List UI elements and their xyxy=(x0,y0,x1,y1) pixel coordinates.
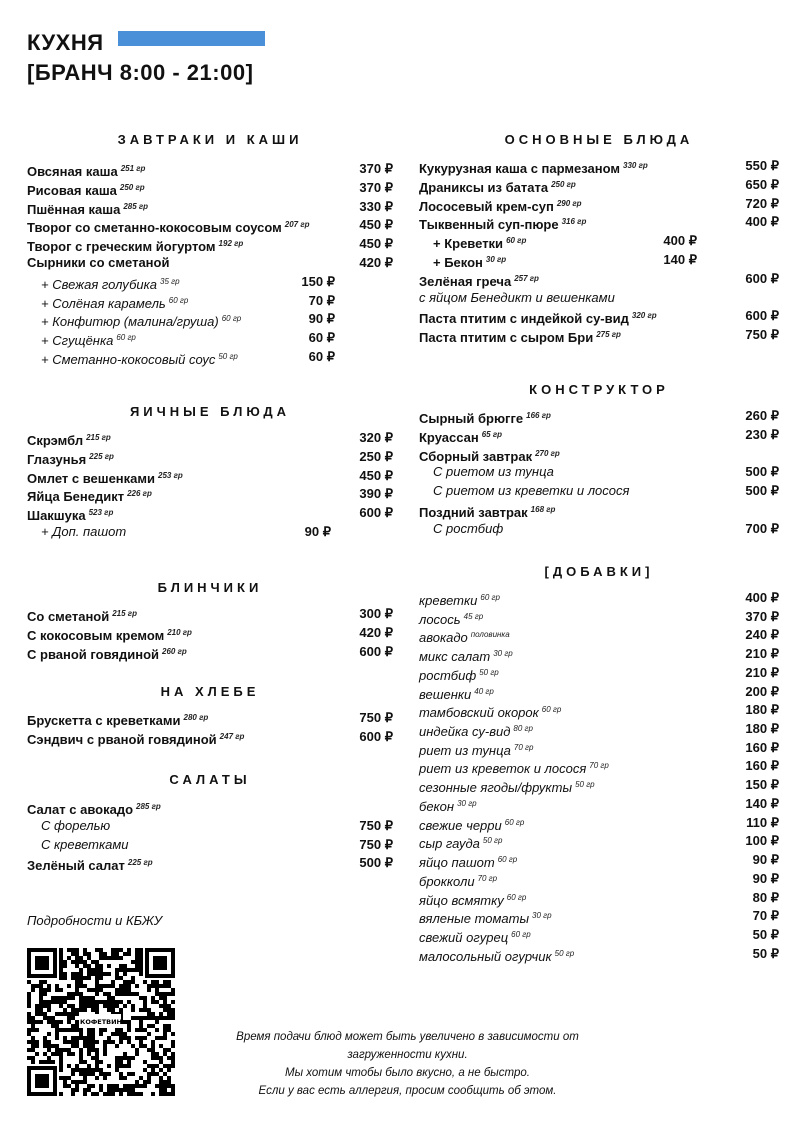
item-price: 60 ₽ xyxy=(308,330,335,346)
menu-item xyxy=(419,664,779,682)
item-price: 150 ₽ xyxy=(745,777,779,793)
menu-item xyxy=(27,198,393,216)
section-title-eggs: ЯИЧНЫЕ БЛЮДА xyxy=(129,404,291,419)
item-price: 100 ₽ xyxy=(745,833,779,849)
item-weight: 207 гр xyxy=(284,220,310,230)
item-name-text: С кокосовым кремом xyxy=(27,627,165,643)
item-price: 750 ₽ xyxy=(745,327,779,343)
item-weight: 60 гр xyxy=(480,593,500,602)
menu-item xyxy=(419,626,779,644)
qr-finder-tl xyxy=(27,948,57,978)
item-name-text: риет из тунца xyxy=(419,742,511,758)
item-weight: 50 гр xyxy=(482,836,503,846)
item-weight: 60 гр xyxy=(506,236,527,246)
menu-item xyxy=(41,273,393,291)
item-price: 450 ₽ xyxy=(359,217,393,233)
item-weight: 60 гр xyxy=(504,817,525,827)
section-title-pancakes: БЛИНЧИКИ xyxy=(157,580,263,595)
item-name-text: Поздний завтрак xyxy=(419,505,528,520)
item-name-text: + Солёная карамель xyxy=(41,295,166,311)
item-price: 180 ₽ xyxy=(745,702,779,718)
menu-item xyxy=(41,292,393,310)
item-price: 600 ₽ xyxy=(359,505,393,521)
menu-item xyxy=(419,776,779,794)
item-price: 700 ₽ xyxy=(745,520,779,536)
item-price: 90 ₽ xyxy=(304,524,331,539)
menu-item xyxy=(419,814,779,832)
item-weight: 250 гр xyxy=(119,182,145,192)
details-note: Подробности и КБЖУ xyxy=(27,913,163,928)
menu-item xyxy=(27,235,393,253)
item-price: 370 ₽ xyxy=(359,161,393,176)
item-name-text: Омлет с вешенками xyxy=(27,470,156,486)
menu-item xyxy=(419,907,779,925)
item-weight: 168 гр xyxy=(530,505,556,514)
section-title-breakfast: ЗАВТРАКИ И КАШИ xyxy=(117,132,303,147)
menu-item xyxy=(27,179,393,197)
item-price: 390 ₽ xyxy=(359,486,393,502)
item-weight: 60 гр xyxy=(541,705,562,715)
item-price: 750 ₽ xyxy=(359,817,393,833)
title-line-1: КУХНЯ xyxy=(27,30,104,55)
item-price: 140 ₽ xyxy=(663,252,697,267)
item-price: 450 ₽ xyxy=(359,467,393,483)
item-weight: 253 гр xyxy=(158,470,183,480)
item-name-text: Со сметаной xyxy=(27,609,110,624)
item-name-text: С риетом из тунца xyxy=(433,464,554,480)
menu-item xyxy=(41,817,393,835)
item-name-text: + Доп. пашот xyxy=(41,524,127,539)
menu-item xyxy=(419,795,779,813)
item-name-text: микс салат xyxy=(419,649,491,665)
item-name-text: авокадо xyxy=(419,630,468,646)
menu-item xyxy=(41,329,393,347)
item-weight: 35 гр xyxy=(160,276,180,286)
item-name-text: Сырный брюгге xyxy=(419,411,524,426)
item-name-text: Творог со сметанно-кокосовым соусом xyxy=(27,220,282,236)
item-weight: 70 гр xyxy=(513,742,534,752)
section-title-addons: [ДОБАВКИ] xyxy=(544,564,654,579)
item-price: 140 ₽ xyxy=(745,795,779,811)
menu-item xyxy=(419,720,779,738)
menu-item xyxy=(41,348,393,366)
item-price: 50 ₽ xyxy=(752,945,779,961)
item-price: 90 ₽ xyxy=(752,852,779,868)
item-name-text: Круассан xyxy=(419,429,479,445)
item-price: 370 ₽ xyxy=(745,608,779,624)
menu-item xyxy=(419,326,779,344)
menu-item xyxy=(27,429,393,447)
item-name-text: индейка су-вид xyxy=(419,724,511,740)
item-price: 600 ₽ xyxy=(745,308,779,324)
item-price: 210 ₽ xyxy=(745,664,779,680)
item-name xyxy=(41,836,129,854)
item-name xyxy=(41,817,110,835)
item-name-text: тамбовский окорок xyxy=(419,705,539,721)
item-name-text: + Сгущёнка xyxy=(41,333,114,349)
menu-item xyxy=(27,624,393,642)
accent-bar xyxy=(118,31,265,46)
item-price: 230 ₽ xyxy=(745,426,779,442)
menu-item xyxy=(419,608,779,626)
item-name xyxy=(27,643,187,664)
item-name xyxy=(419,326,621,347)
item-weight: 45 гр xyxy=(463,611,484,621)
menu-item xyxy=(27,467,393,485)
menu-item xyxy=(419,195,779,213)
menu-item xyxy=(419,289,779,307)
item-weight: 226 гр xyxy=(127,489,152,499)
item-name xyxy=(433,463,554,481)
item-name-text: Яйца Бенедикт xyxy=(27,489,125,505)
item-price: 400 ₽ xyxy=(663,233,697,249)
menu-item xyxy=(419,739,779,757)
item-price: 750 ₽ xyxy=(359,710,393,725)
qr-code[interactable] xyxy=(27,948,175,1096)
title-line-2: [БРАНЧ 8:00 - 21:00] xyxy=(27,60,254,85)
menu-item xyxy=(27,709,393,727)
item-weight: 285 гр xyxy=(136,802,161,811)
item-name-text: + Конфитюр (малина/груша) xyxy=(41,314,219,330)
item-name-text: бекон xyxy=(419,798,455,814)
item-name-text: Сырники со сметаной xyxy=(27,255,170,270)
item-name-text: Паста птитим с сыром Бри xyxy=(419,330,594,346)
item-name-text: Глазунья xyxy=(27,451,87,467)
item-price: 240 ₽ xyxy=(745,627,779,643)
item-name-text: Шакшука xyxy=(27,508,86,524)
item-name-text: Сборный завтрак xyxy=(419,448,533,464)
item-weight: 70 гр xyxy=(477,873,498,883)
menu-item xyxy=(419,889,779,907)
menu-item xyxy=(419,832,779,850)
item-weight: 215 гр xyxy=(86,433,111,442)
item-weight: 251 гр xyxy=(120,164,146,173)
item-price: 600 ₽ xyxy=(359,728,393,744)
item-weight: 50 гр xyxy=(479,667,499,677)
item-weight: 60 гр xyxy=(116,333,136,343)
item-name-text: + Бекон xyxy=(433,255,483,270)
item-weight: 330 гр xyxy=(623,161,648,170)
section-title-salads: САЛАТЫ xyxy=(169,772,251,787)
item-weight: 250 гр xyxy=(551,179,576,189)
item-name-text: Творог с греческим йогуртом xyxy=(27,239,216,255)
item-name-text: Скрэмбл xyxy=(27,433,84,448)
qr-finder-bl xyxy=(27,1066,57,1096)
item-name-text: Паста птитим с индейкой су-вид xyxy=(419,311,629,327)
item-weight: 247 гр xyxy=(219,731,245,741)
item-weight: 65 гр xyxy=(481,429,502,439)
menu-item xyxy=(419,157,779,175)
item-weight: 50 гр xyxy=(218,352,238,361)
item-name-text: вяленые томаты xyxy=(419,911,530,927)
item-name-text: Салат с авокадо xyxy=(27,802,134,817)
item-price: 400 ₽ xyxy=(745,590,779,605)
item-weight: 60 гр xyxy=(168,295,189,305)
item-name-text: С креветками xyxy=(41,836,129,852)
item-name-text: Овсяная каша xyxy=(27,164,118,179)
item-name-text: Пшённая каша xyxy=(27,201,121,217)
menu-item xyxy=(419,445,779,463)
item-name-text: С рваной говядиной xyxy=(27,646,160,662)
menu-item xyxy=(27,254,393,272)
item-weight: 316 гр xyxy=(561,217,587,227)
item-name-text: сыр гауда xyxy=(419,836,480,852)
menu-item xyxy=(419,307,779,325)
item-price: 500 ₽ xyxy=(745,464,779,480)
menu-item xyxy=(419,851,779,869)
menu-item xyxy=(27,728,393,746)
menu-item xyxy=(433,232,779,250)
menu-item xyxy=(41,310,393,328)
item-weight: 260 гр xyxy=(162,646,187,656)
menu-item xyxy=(419,701,779,719)
item-name-text: яйцо всмятку xyxy=(419,892,504,908)
item-price: 160 ₽ xyxy=(745,758,779,774)
item-weight: 215 гр xyxy=(112,609,137,618)
menu-item xyxy=(419,176,779,194)
menu-item xyxy=(27,448,393,466)
item-weight: 270 гр xyxy=(535,448,560,458)
item-weight: 192 гр xyxy=(218,239,244,249)
item-name-text: риет из креветок и лосося xyxy=(419,761,587,777)
item-price: 650 ₽ xyxy=(745,176,779,192)
item-weight: 30 гр xyxy=(457,798,477,808)
item-name xyxy=(41,523,126,541)
item-name xyxy=(433,482,629,500)
item-price: 500 ₽ xyxy=(745,483,779,499)
item-price: 250 ₽ xyxy=(359,448,393,464)
item-name-text: сезонные ягоды/фрукты xyxy=(419,780,573,796)
menu-item xyxy=(419,589,779,607)
item-price: 160 ₽ xyxy=(745,739,779,755)
item-weight: 40 гр xyxy=(474,686,494,696)
footer-line: Если у вас есть аллергия, просим сообщить об этом. xyxy=(258,1085,557,1097)
item-price: 720 ₽ xyxy=(745,195,779,211)
menu-item xyxy=(27,504,393,522)
item-name-text: Лососевый крем-суп xyxy=(419,198,554,214)
footer-line: загруженности кухни. xyxy=(347,1049,468,1061)
item-weight: 70 гр xyxy=(589,761,609,771)
item-name-text: свежие черри xyxy=(419,817,502,833)
item-name-text: + Сметанно-кокосовый соус xyxy=(41,352,216,367)
item-name-text: с яйцом Бенедикт и вешенками xyxy=(419,289,615,305)
item-name-text: Кукурузная каша с пармезаном xyxy=(419,161,621,176)
item-name-text: Рисовая каша xyxy=(27,182,117,198)
item-weight: 60 гр xyxy=(511,929,531,939)
item-weight: 225 гр xyxy=(89,451,114,461)
item-weight: 166 гр xyxy=(526,411,551,420)
item-name xyxy=(27,728,244,749)
item-name-text: С риетом из креветки и лосося xyxy=(433,483,630,499)
item-name-text: свежий огурец xyxy=(419,929,509,945)
menu-item xyxy=(27,798,393,816)
item-name-text: С форелью xyxy=(41,817,111,833)
item-price: 80 ₽ xyxy=(752,889,779,905)
item-price: 600 ₽ xyxy=(745,270,779,286)
menu-item xyxy=(27,160,393,178)
qr-finder-tr xyxy=(145,948,175,978)
item-name-text: + Креветки xyxy=(433,236,504,252)
item-name-text: брокколи xyxy=(419,873,475,889)
item-name xyxy=(27,854,153,875)
item-price: 450 ₽ xyxy=(359,236,393,252)
menu-item xyxy=(433,520,779,538)
item-price: 370 ₽ xyxy=(359,179,393,195)
item-weight: 30 гр xyxy=(485,255,507,264)
item-name-text: ростбиф xyxy=(419,667,477,683)
item-name xyxy=(419,289,615,307)
qr-label: КОФЕТВИН xyxy=(80,1018,122,1026)
footer-line: Мы хотим чтобы было вкусно, а не быстро. xyxy=(285,1067,530,1079)
item-weight: половинка xyxy=(470,630,510,640)
item-price: 420 ₽ xyxy=(359,255,393,270)
item-weight: 225 гр xyxy=(127,858,153,868)
menu-item xyxy=(419,426,779,444)
item-weight: 210 гр xyxy=(167,627,192,637)
item-name-text: С ростбиф xyxy=(433,520,504,536)
item-price: 210 ₽ xyxy=(745,646,779,662)
menu-item xyxy=(41,836,393,854)
menu-item xyxy=(27,485,393,503)
item-name-text: + Свежая голубика xyxy=(41,276,157,292)
menu-item xyxy=(41,523,393,541)
item-name-text: креветки xyxy=(419,593,478,608)
item-price: 320 ₽ xyxy=(359,430,393,445)
item-name-text: Брускетта с креветками xyxy=(27,713,181,728)
menu-item xyxy=(27,605,393,623)
item-name-text: Сэндвич с рваной говядиной xyxy=(27,731,217,747)
menu-item xyxy=(433,482,779,500)
section-title-constructor: КОНСТРУКТОР xyxy=(529,382,669,397)
item-weight: 60 гр xyxy=(497,855,518,865)
item-name-text: Тыквенный суп-пюре xyxy=(419,217,559,233)
item-weight: 60 гр xyxy=(221,314,242,324)
menu-item xyxy=(419,407,779,425)
item-price: 400 ₽ xyxy=(745,214,779,230)
item-weight: 280 гр xyxy=(183,713,209,722)
item-name-text: Зелёный салат xyxy=(27,858,125,874)
item-weight: 50 гр xyxy=(554,948,575,958)
item-price: 70 ₽ xyxy=(752,908,779,924)
item-weight: 523 гр xyxy=(88,508,114,518)
item-weight: 30 гр xyxy=(493,649,513,659)
item-price: 500 ₽ xyxy=(359,855,393,871)
section-title-mains: ОСНОВНЫЕ БЛЮДА xyxy=(504,132,694,147)
footer-note xyxy=(195,1028,620,1100)
menu-item xyxy=(433,463,779,481)
item-name-text: Зелёная греча xyxy=(419,273,512,289)
item-price: 180 ₽ xyxy=(745,721,779,737)
item-name-text: вешенки xyxy=(419,686,472,702)
item-weight: 275 гр xyxy=(596,330,621,340)
menu-item xyxy=(419,270,779,288)
item-price: 200 ₽ xyxy=(745,683,779,699)
menu-item xyxy=(419,870,779,888)
item-price: 420 ₽ xyxy=(359,624,393,640)
item-price: 600 ₽ xyxy=(359,643,393,659)
menu-item xyxy=(419,213,779,231)
menu-item xyxy=(419,945,779,963)
item-price: 60 ₽ xyxy=(308,349,335,364)
item-name xyxy=(419,945,574,966)
item-weight: 290 гр xyxy=(556,198,582,208)
menu-item xyxy=(419,683,779,701)
item-price: 90 ₽ xyxy=(752,870,779,886)
item-name xyxy=(433,520,503,538)
item-name xyxy=(41,348,238,369)
item-price: 70 ₽ xyxy=(308,292,335,308)
menu-item xyxy=(419,501,779,519)
item-price: 150 ₽ xyxy=(301,273,335,289)
item-price: 550 ₽ xyxy=(745,158,779,173)
item-name-text: Драниксы из батата xyxy=(419,179,549,195)
item-price: 750 ₽ xyxy=(359,836,393,852)
menu-item xyxy=(27,854,393,872)
item-name-text: малосольный огурчик xyxy=(419,948,552,964)
item-name-text: яйцо пашот xyxy=(419,855,495,871)
menu-item xyxy=(419,926,779,944)
item-weight: 60 гр xyxy=(506,892,527,902)
item-price: 260 ₽ xyxy=(745,408,779,423)
footer-line: Время подачи блюд может быть увеличено в зависимости от xyxy=(236,1031,579,1043)
item-price: 300 ₽ xyxy=(359,606,393,621)
menu-item xyxy=(27,643,393,661)
item-weight: 80 гр xyxy=(513,724,533,734)
item-name-text: лосось xyxy=(419,611,461,627)
item-name xyxy=(27,254,169,272)
menu-item xyxy=(419,645,779,663)
item-price: 90 ₽ xyxy=(308,311,335,327)
menu-item xyxy=(27,216,393,234)
item-weight: 257 гр xyxy=(514,273,539,283)
item-price: 330 ₽ xyxy=(359,198,393,214)
item-weight: 320 гр xyxy=(631,311,657,321)
item-price: 50 ₽ xyxy=(752,926,779,942)
menu-item xyxy=(419,757,779,775)
item-weight: 50 гр xyxy=(575,780,595,790)
item-price: 110 ₽ xyxy=(746,814,779,830)
menu-item xyxy=(433,251,779,269)
section-title-bread: НА ХЛЕБЕ xyxy=(160,684,260,699)
item-weight: 285 гр xyxy=(123,201,149,211)
item-weight: 30 гр xyxy=(532,911,552,921)
